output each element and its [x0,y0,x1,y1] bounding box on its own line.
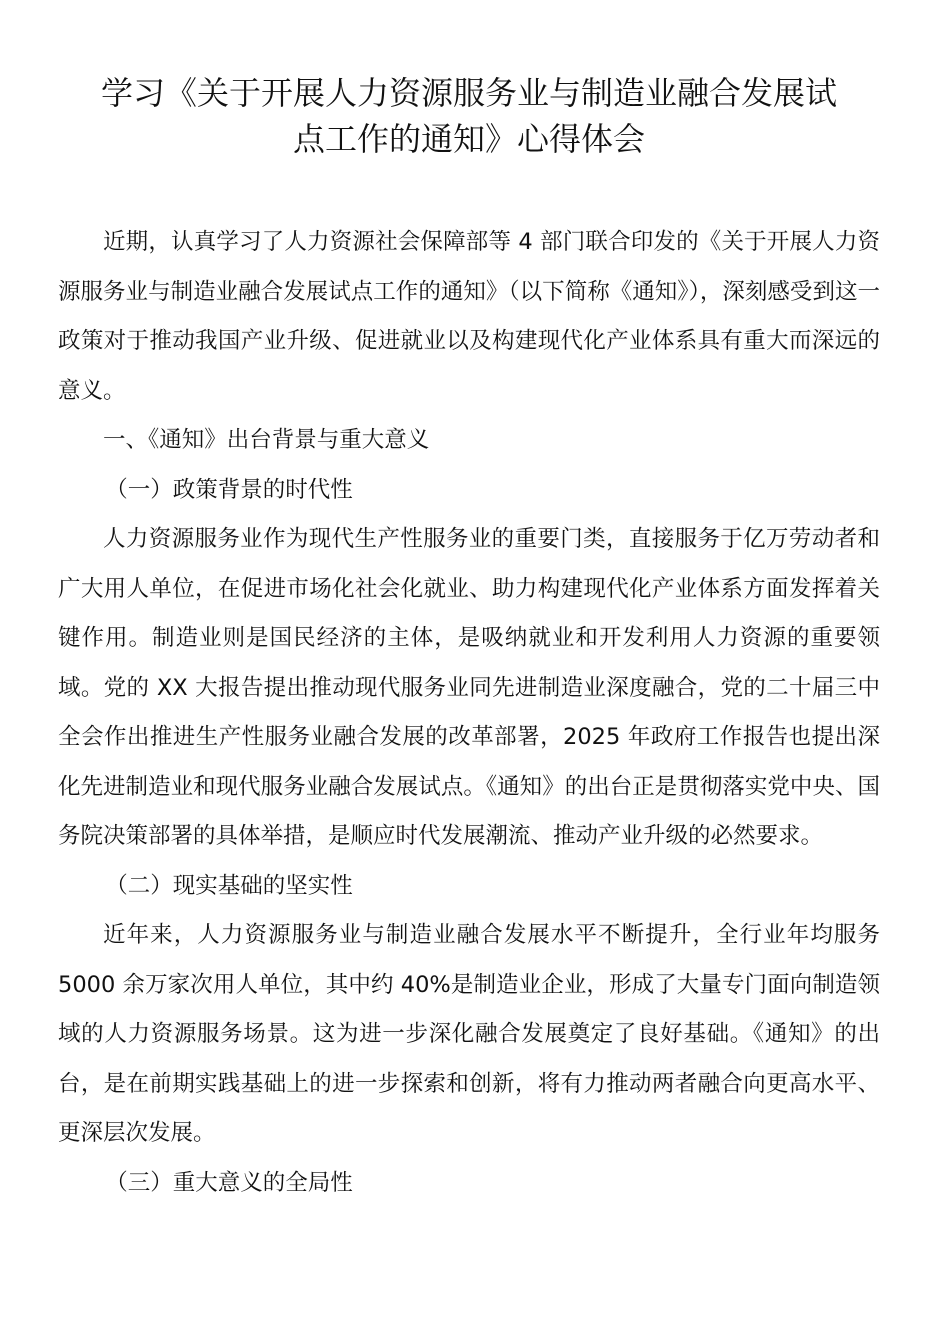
paragraph-policy-background: 人力资源服务业作为现代生产性服务业的重要门类，直接服务于亿万劳动者和广大用人单位，在促进市场化社会化就业、助力构建现代化产业体系方面发挥着关键作用。制造业则是国民经济的主体，是吸纳就业和开发利用人力资源的重要领域。党的 XX 大报告提出推动现代服务业同先进制造业深度融合，党的二十届三中全会作出推进生产性服务业融合发展的改革部署，2025 年政府工作报告也提出深化先进制造业和现代服务业融合发展试点。《通知》的出台正是贯彻落实党中央、国务院决策部署的具体举措，是顺应时代发展潮流、推动产业升级的必然要求。 [58,526,880,849]
section-heading-1: 一、《通知》出台背景与重大意义 [103,427,430,453]
subheading-policy-background: （一）政策背景的时代性 [105,476,353,503]
document-title [58,64,880,162]
subheading-overall-significance: （三）重大意义的全局性 [105,1169,353,1196]
document-body [58,218,880,1208]
title-line-2: 点工作的通知》心得体会 [292,120,645,158]
subheading-practical-foundation: （二）现实基础的坚实性 [105,872,353,899]
paragraph-practical-foundation: 近年来，人力资源服务业与制造业融合发展水平不断提升，全行业年均服务 5000 余万家次用人单位，其中约 40%是制造业企业，形成了大量专门面向制造领域的人力资源服务场景。这为进一步深化融合发展奠定了良好基础。《通知》的出台，是在前期实践基础上的进一步探索和创新，将有力推动两者融合向更高水平、更深层次发展。 [58,922,880,1146]
title-line-1: 学习《关于开展人力资源服务业与制造业融合发展试 [100,74,837,112]
intro-paragraph: 近期，认真学习了人力资源社会保障部等 4 部门联合印发的《关于开展人力资源服务业与制造业融合发展试点工作的通知》（以下简称《通知》），深刻感受到这一政策对于推动我国产业升级、促进就业以及构建现代化产业体系具有重大而深远的意义。 [58,229,880,404]
